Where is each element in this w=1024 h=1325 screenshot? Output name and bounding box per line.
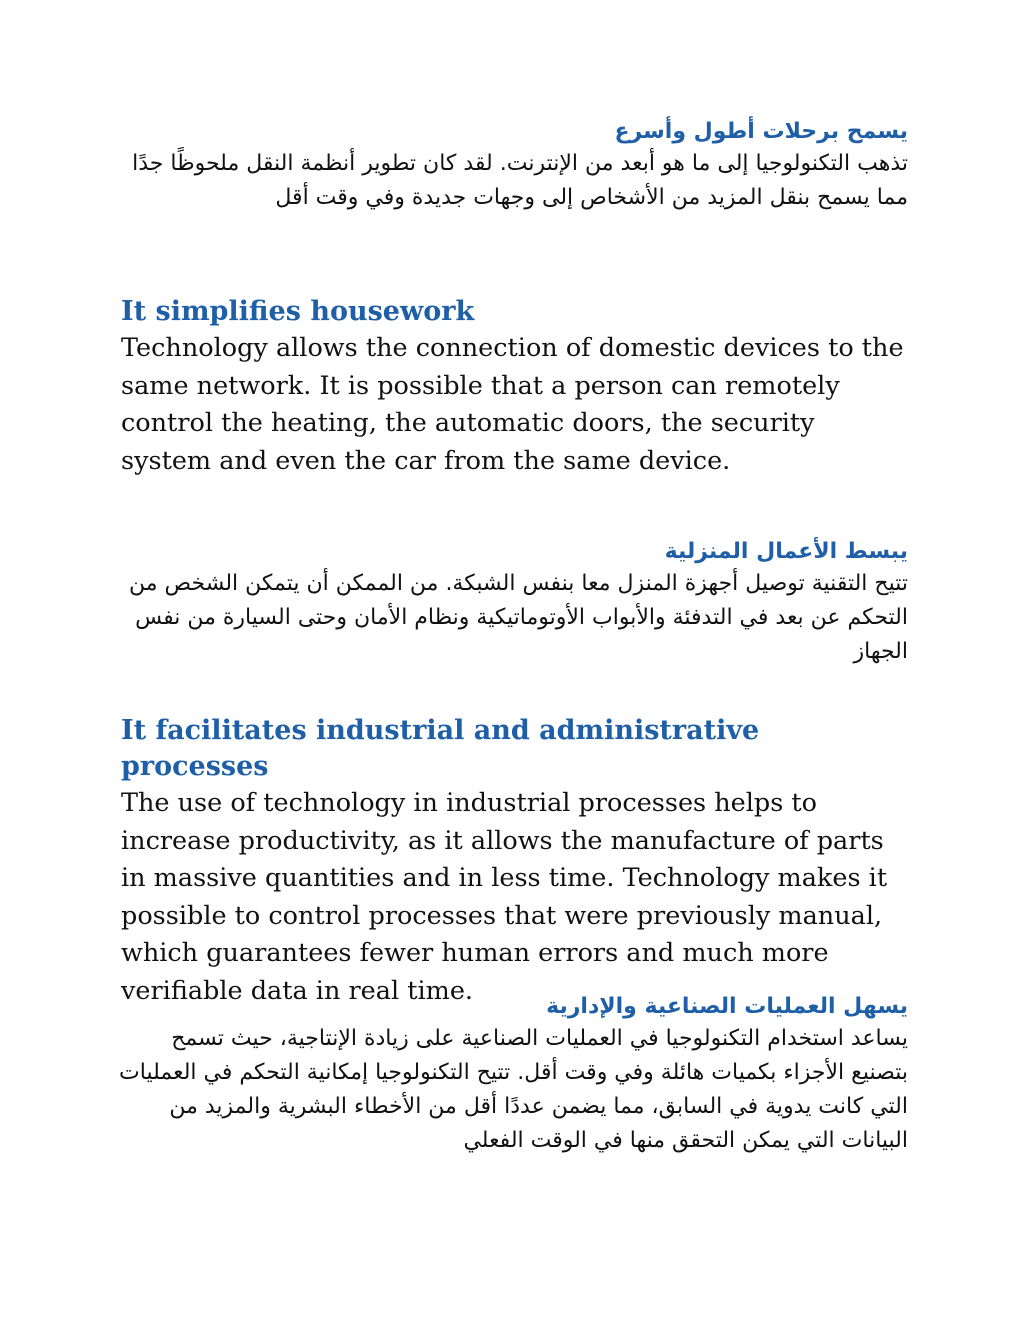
section-heading: يبسط الأعمال المنزلية <box>664 539 908 564</box>
section-body: تذهب التكنولوجيا إلى ما هو أبعد من الإنترنت. لقد كان تطوير أنظمة النقل ملحوظًا جدًا مما يسمح بنقل المزيد من الأشخاص إلى وجهات جديدة وفي وقت أقل <box>132 151 908 210</box>
section-industrial <box>121 713 911 1010</box>
section-heading: يسهل العمليات الصناعية والإدارية <box>546 994 908 1019</box>
section-housework <box>121 294 911 480</box>
section-arabic-travel <box>110 117 908 215</box>
section-arabic-industrial <box>110 992 908 1158</box>
section-body: تتيح التقنية توصيل أجهزة المنزل معا بنفس الشبكة. من الممكن أن يتمكن الشخص من التحكم عن بعد في التدفئة والأبواب الأوتوماتيكية ونظام الأمان وحتى السيارة من نفس الجهاز <box>129 571 908 664</box>
section-arabic-housework <box>110 537 908 669</box>
section-body: يساعد استخدام التكنولوجيا في العمليات الصناعية على زيادة الإنتاجية، حيث تسمح بتصنيع الأجزاء بكميات هائلة وفي وقت أقل. تتيح التكنولوجيا إمكانية التحكم في العمليات التي كانت يدوية في السابق، مما يضمن عددًا أقل من الأخطاء البشرية والمزيد من البيانات التي يمكن التحقق منها في الوقت الفعلي <box>119 1026 908 1153</box>
section-body: The use of technology in industrial processes helps to increase productivity, as it allows the manufacture of parts in massive quantities and in less time. Technology makes it possible to control processes that were previously manual, which guarantees fewer human errors and much more verifiable data in real time. <box>121 788 888 1006</box>
section-heading: It facilitates industrial and administrative processes <box>121 715 760 782</box>
section-heading: It simplifies housework <box>121 296 475 327</box>
section-heading: يسمح برحلات أطول وأسرع <box>614 119 908 144</box>
section-body: Technology allows the connection of domestic devices to the same network. It is possible that a person can remotely control the heating, the automatic doors, the security system and even the car from the same device. <box>121 333 904 476</box>
